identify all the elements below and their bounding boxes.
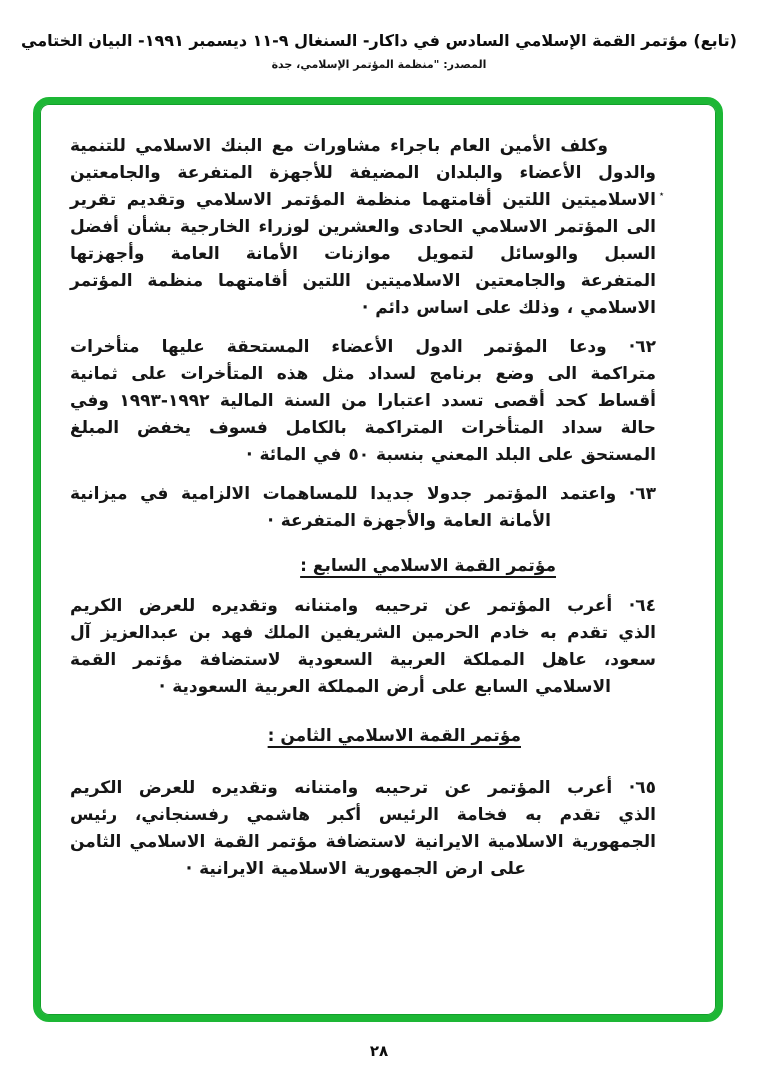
page-header bbox=[0, 28, 758, 71]
text-line: الأمانة العامة والأجهزة المتفرعة · bbox=[267, 511, 551, 531]
text-line: الى المؤتمر الاسلامي الحادى والعشرين لوزراء الخارجية بشأن أفضل bbox=[70, 217, 656, 237]
text-line: متراكمة الى وضع برنامج لسداد مثل هذه المتأخرات على ثمانية bbox=[70, 364, 656, 384]
text-line: وكلف الأمين العام باجراء مشاورات مع البنك الاسلامي للتنمية bbox=[70, 136, 608, 156]
page-number: ٢٨ bbox=[369, 1042, 389, 1060]
text-line: سعود، عاهل المملكة العربية السعودية لاستضافة مؤتمر القمة bbox=[70, 650, 656, 670]
text-line: والدول الأعضاء والبلدان المضيفة للأجهزة المتفرعة والجامعتين bbox=[70, 163, 656, 183]
text-line: ٦٢· ودعا المؤتمر الدول الأعضاء المستحقة عليها متأخرات bbox=[70, 337, 656, 357]
text-line: الذي تقدم به فخامة الرئيس أكبر هاشمي رفسنجاني، رئيس bbox=[70, 805, 656, 825]
text-line: حالة سداد المتأخرات المتراكمة بالكامل فسوف يخفض المبلغ bbox=[70, 418, 656, 438]
text-line: أقساط كحد أقصى تسدد اعتبارا من السنة المالية ١٩٩٢-١٩٩٣ وفي bbox=[70, 391, 656, 411]
section-heading: مؤتمر القمة الاسلامي السابع : bbox=[300, 556, 556, 576]
document-frame bbox=[33, 97, 723, 1022]
header-source: المصدر: "منظمة المؤتمر الإسلامي، جدة bbox=[271, 58, 487, 71]
text-line: على ارض الجمهورية الاسلامية الايرانية · bbox=[185, 859, 526, 879]
section-heading: مؤتمر القمة الاسلامي الثامن : bbox=[267, 726, 521, 746]
text-line: الاسلامي ، وذلك على اساس دائم · bbox=[361, 298, 656, 318]
text-line: الجمهورية الاسلامية الايرانية لاستضافة مؤتمر القمة الاسلامي الثامن bbox=[70, 832, 656, 852]
print-artifact-mark: ٭ bbox=[659, 190, 664, 200]
text-line: المتفرعة والجامعتين الاسلاميتين اللتين أقامتهما منظمة المؤتمر bbox=[70, 271, 656, 291]
paragraph bbox=[70, 133, 656, 322]
paragraph bbox=[70, 593, 656, 701]
header-title: (تابع) مؤتمر القمة الإسلامي السادس في داكار- السنغال ٩-١١ ديسمبر ١٩٩١- البيان الختامي bbox=[21, 31, 737, 50]
text-line: ٦٣· واعتمد المؤتمر جدولا جديدا للمساهمات الالزامية في ميزانية bbox=[70, 484, 656, 504]
text-line: ٦٥· أعرب المؤتمر عن ترحيبه وامتنانه وتقديره للعرض الكريم bbox=[70, 778, 656, 798]
text-line: الاسلامي السابع على أرض المملكة العربية السعودية · bbox=[158, 677, 611, 697]
paragraph bbox=[70, 334, 656, 469]
text-line: المستحق على البلد المعني بنسبة ٥٠ في المائة · bbox=[246, 445, 656, 465]
text-line: السبل والوسائل لتمويل موازنات الأمانة العامة وأجهزتها bbox=[70, 244, 656, 264]
text-line: الاسلاميتين اللتين أقامتهما منظمة المؤتمر الاسلامي وتقديم تقرير bbox=[70, 190, 656, 210]
text-line: الذي تقدم به خادم الحرمين الشريفين الملك فهد بن عبدالعزيز آل bbox=[70, 623, 656, 643]
text-line: ٦٤· أعرب المؤتمر عن ترحيبه وامتنانه وتقديره للعرض الكريم bbox=[70, 596, 656, 616]
document-body bbox=[40, 104, 716, 1015]
paragraph bbox=[70, 481, 656, 535]
paragraph bbox=[70, 775, 656, 883]
